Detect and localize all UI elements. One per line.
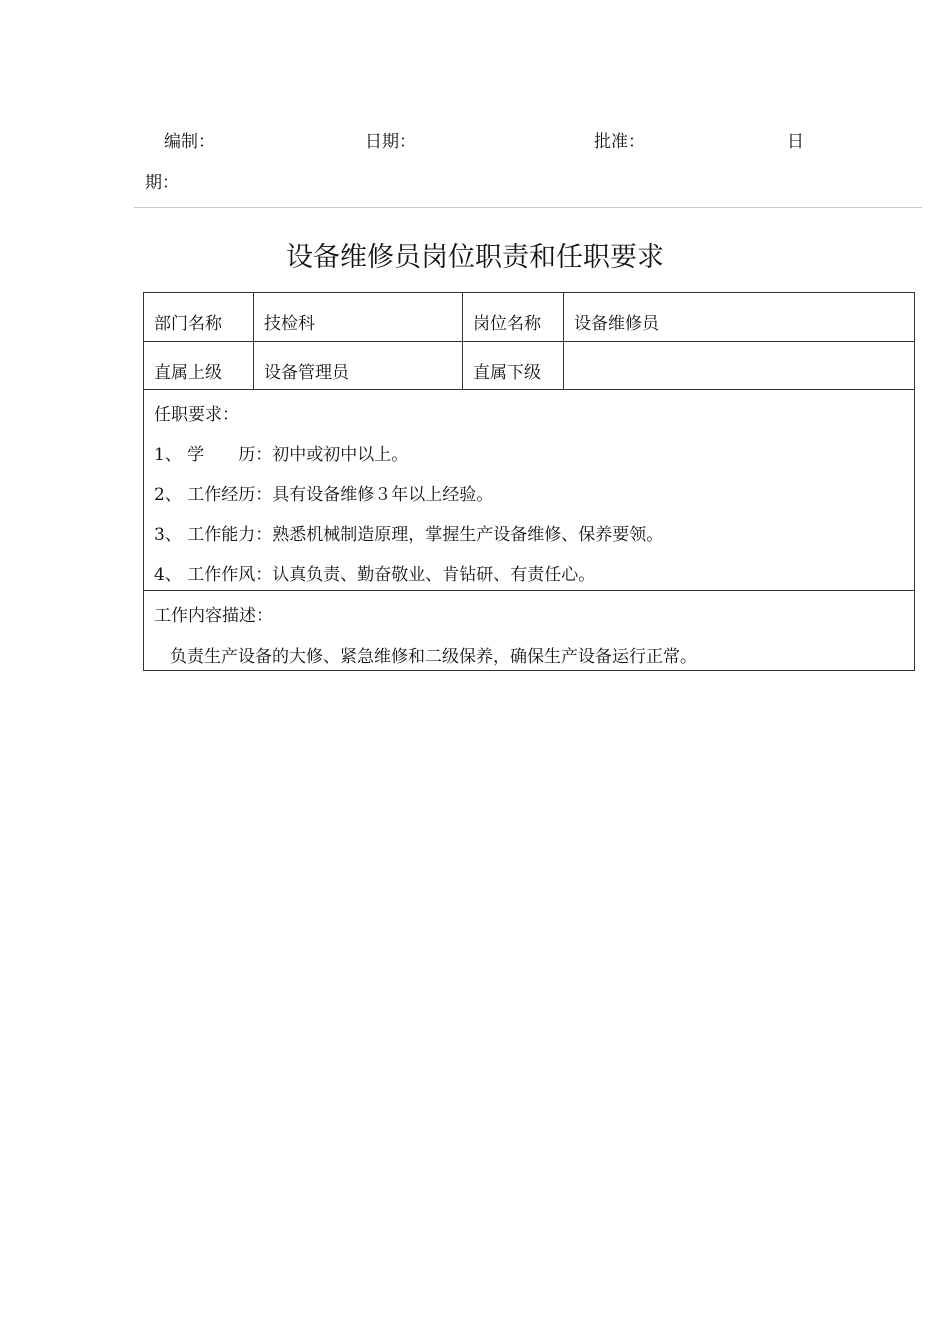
requirements-section — [144, 390, 914, 591]
requirement-item: 2、 工作经历：具有设备维修３年以上经验。 — [154, 485, 494, 505]
subordinate-label: 直属下级 — [473, 363, 541, 383]
requirement-item: 1、 学 历：初中或初中以上。 — [154, 445, 409, 465]
job-description-table — [143, 292, 915, 671]
date-label: 日期： — [365, 132, 416, 152]
requirements-heading: 任职要求： — [154, 405, 239, 425]
compile-label: 编制： — [164, 132, 215, 152]
document-title: 设备维修员岗位职责和任职要求 — [286, 242, 664, 273]
superior-label: 直属上级 — [154, 363, 222, 383]
dept-label: 部门名称 — [154, 314, 222, 334]
approve-label: 批准： — [594, 132, 645, 152]
post-value-cell — [564, 293, 914, 341]
superior-value-cell — [254, 342, 463, 389]
table-row-reporting — [144, 342, 914, 390]
post-value: 设备维修员 — [574, 314, 659, 334]
superior-value: 设备管理员 — [264, 363, 349, 383]
table-row-department — [144, 293, 914, 342]
post-label-cell — [463, 293, 564, 341]
post-label: 岗位名称 — [473, 314, 541, 334]
subordinate-value-cell — [564, 342, 914, 389]
dept-label-cell — [144, 293, 254, 341]
dept-value-cell — [254, 293, 463, 341]
superior-label-cell — [144, 342, 254, 389]
approve-date-label-start: 日 — [787, 132, 804, 152]
description-text: 负责生产设备的大修、紧急维修和二级保养，确保生产设备运行正常。 — [170, 647, 697, 667]
description-section — [144, 591, 914, 670]
requirement-item: 3、 工作能力：熟悉机械制造原理，掌握生产设备维修、保养要领。 — [154, 525, 664, 545]
requirement-item: 4、 工作作风：认真负责、勤奋敬业、肯钻研、有责任心。 — [154, 565, 596, 585]
subordinate-label-cell — [463, 342, 564, 389]
description-heading: 工作内容描述： — [154, 606, 273, 626]
dept-value: 技检科 — [264, 314, 315, 334]
approve-date-label-end: 期： — [145, 173, 179, 193]
header-divider — [134, 207, 922, 208]
